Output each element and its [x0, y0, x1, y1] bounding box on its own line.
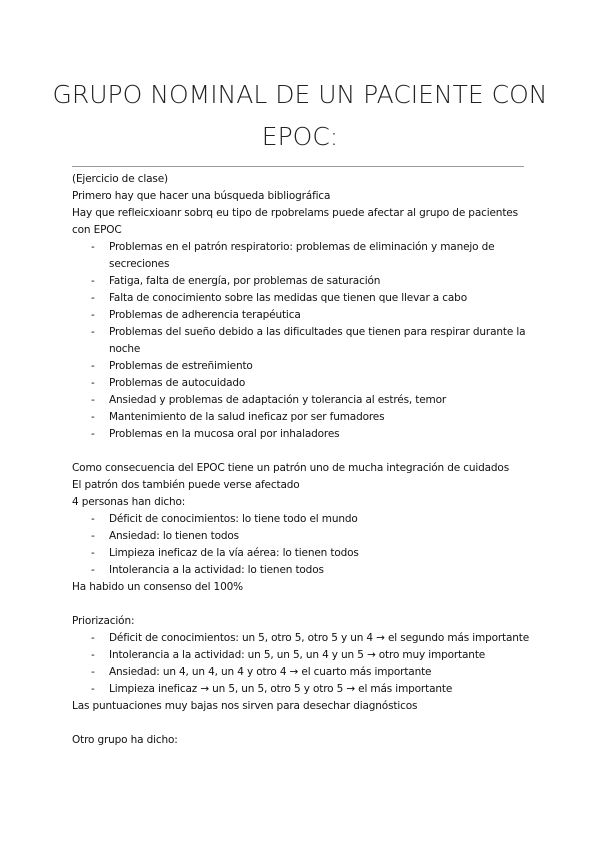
title-divider [72, 166, 524, 167]
document-body [72, 171, 532, 749]
list-item: - Intolerancia a la actividad: lo tienen todos [72, 562, 532, 579]
problems-list [72, 239, 532, 443]
list-item: - Problemas en el patrón respiratorio: problemas de eliminación y manejo de secreciones [72, 239, 532, 273]
consensus-line: Ha habido un consenso del 100% [72, 581, 243, 593]
spacer [72, 715, 532, 732]
list-item: - Intolerancia a la actividad: un 5, un 5, un 4 y un 5 → otro muy importante [72, 647, 532, 664]
priorization-closing: Las puntuaciones muy bajas nos sirven para desechar diagnósticos [72, 700, 418, 712]
list-item: - Problemas de autocuidado [72, 375, 532, 392]
list-item: - Falta de conocimiento sobre las medidas que tienen que llevar a cabo [72, 290, 532, 307]
list-item: - Limpieza ineficaz → un 5, un 5, otro 5 y otro 5 → el más importante [72, 681, 532, 698]
list-item: - Fatiga, falta de energía, por problemas de saturación [72, 273, 532, 290]
document-title: GRUPO NOMINAL DE UN PACIENTE CON EPOC: [52, 80, 548, 151]
priorization-heading: Priorización: [72, 615, 135, 627]
intro-line-2: Hay que refleicxioanr sobrq eu tipo de rpobrelams puede afectar al grupo de pacientes con EPOC [72, 207, 518, 236]
consequence-line-3: 4 personas han dicho: [72, 496, 186, 508]
priorization-list [72, 630, 532, 698]
other-group-line: Otro grupo ha dicho: [72, 734, 178, 746]
intro-note: (Ejercicio de clase) [72, 173, 168, 185]
list-item: - Problemas de estreñimiento [72, 358, 532, 375]
spacer [72, 443, 532, 460]
list-item: - Ansiedad: lo tienen todos [72, 528, 532, 545]
consequence-line-1: Como consecuencia del EPOC tiene un patrón uno de mucha integración de cuidados [72, 462, 510, 474]
intro-line-1: Primero hay que hacer una búsqueda bibliográfica [72, 190, 331, 202]
list-item: - Mantenimiento de la salud ineficaz por ser fumadores [72, 409, 532, 426]
list-item: - Déficit de conocimientos: lo tiene todo el mundo [72, 511, 532, 528]
consequence-line-2: El patrón dos también puede verse afectado [72, 479, 300, 491]
list-item: - Ansiedad: un 4, un 4, un 4 y otro 4 → el cuarto más importante [72, 664, 532, 681]
list-item: - Déficit de conocimientos: un 5, otro 5, otro 5 y un 4 → el segundo más importante [72, 630, 532, 647]
consensus-list [72, 511, 532, 579]
spacer [72, 596, 532, 613]
list-item: - Problemas del sueño debido a las dificultades que tienen para respirar durante la noche [72, 324, 532, 358]
list-item: - Problemas de adherencia terapéutica [72, 307, 532, 324]
list-item: - Limpieza ineficaz de la vía aérea: lo tienen todos [72, 545, 532, 562]
list-item: - Problemas en la mucosa oral por inhaladores [72, 426, 532, 443]
list-item: - Ansiedad y problemas de adaptación y tolerancia al estrés, temor [72, 392, 532, 409]
